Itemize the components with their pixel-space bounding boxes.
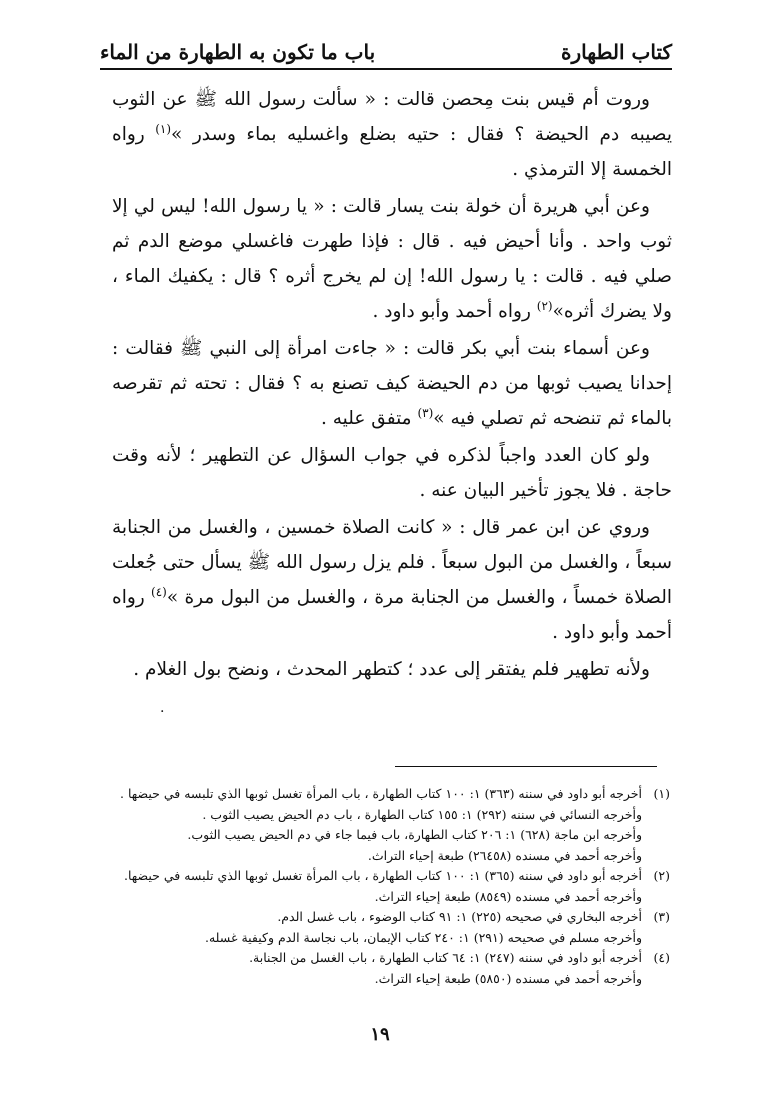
footnote-line: وأخرجه النسائي في سننه (٢٩٢) ١: ١٥٥ كتاب الطهارة ، باب دم الحيض يصيب الثوب .: [202, 806, 642, 822]
footnote-line: وأخرجه أحمد في مسنده (٨٥٤٩) طبعة إحياء التراث.: [374, 888, 642, 904]
book-title: كتاب الطهارة: [561, 40, 672, 64]
stray-mark: .: [160, 700, 165, 716]
paragraph-3: وعن أسماء بنت أبي بكر قالت : « جاءت امرأة إلى النبي ﷺ فقالت : إحدانا يصيب ثوبها من دم الحيضة كيف تصنع به ؟ فقال : تحته ثم تقرصه بالماء ثم تنضحه ثم تصلي فيه »$^{(٣)}$ متفق عليه .: [112, 338, 672, 429]
footnote-line: أخرجه أبو داود في سننه (٢٤٧) ١: ٦٤ كتاب الطهارة ، باب الغسل من الجنابة.: [249, 950, 642, 965]
footnotes: [120, 784, 670, 989]
footnote-number: (٤): [653, 950, 670, 965]
footnote-line: وأخرجه أحمد في مسنده (٥٨٥٠) طبعة إحياء التراث.: [374, 970, 642, 986]
footnote-number: (٢): [653, 868, 670, 883]
footnote-1: [120, 784, 670, 866]
footnote-number: (٣): [653, 909, 670, 924]
header-rule: [100, 68, 672, 70]
footnote-line: وأخرجه أحمد في مسنده (٢٦٤٥٨) طبعة إحياء التراث.: [367, 847, 642, 863]
footnote-line: أخرجه أبو داود في سننه (٣٦٥) ١: ١٠٠ كتاب الطهارة ، باب المرأة تغسل ثوبها الذي تلبسه في حيضها.: [124, 868, 642, 883]
page-number: ١٩: [370, 1024, 390, 1045]
footnote-ref-2[interactable]: (٢): [536, 298, 553, 313]
paragraph-6: ولأنه تطهير فلم يفتقر إلى عدد ؛ كتطهر المحدث ، ونضح بول الغلام .: [133, 659, 650, 680]
footnote-line: أخرجه أبو داود في سننه (٣٦٣) ١: ١٠٠ كتاب الطهارة ، باب المرأة تغسل ثوبها الذي تلبسه في حيضها .: [120, 786, 642, 801]
footnote-number: (١): [653, 786, 670, 801]
footnote-4: [128, 948, 670, 989]
footnote-line: وأخرجه مسلم في صحيحه (٢٩١) ١: ٢٤٠ كتاب الإيمان، باب نجاسة الدم وكيفية غسله.: [204, 929, 642, 945]
paragraph-4: ولو كان العدد واجباً لذكره في جواب السؤال عن التطهير ؛ لأنه وقت حاجة . فلا يجوز تأخير البيان عنه .: [112, 445, 672, 501]
running-header: [100, 28, 672, 64]
paragraph-1: وروت أم قيس بنت مِحصن قالت : « سألت رسول الله ﷺ عن الثوب يصيبه دم الحيضة ؟ فقال : حتيه بضلع واغسليه بماء وسدر »$^{(١)}$ رواه الخمسة إلا الترمذي .: [112, 89, 672, 180]
paragraph-5: وروي عن ابن عمر قال : « كانت الصلاة خمسين ، والغسل من الجنابة سبعاً ، والغسل من البول سبعاً . فلم يزل رسول الله ﷺ يسأل حتى جُعلت الصلاة خمساً ، والغسل من الجنابة مرة ، والغسل من البول مرة »$^{(٤)}$ رواه أحمد وأبو داود .: [112, 517, 672, 643]
chapter-title: باب ما تكون به الطهارة من الماء: [100, 40, 376, 64]
footnote-line: أخرجه البخاري في صحيحه (٢٢٥) ١: ٩١ كتاب الوضوء ، باب غسل الدم.: [277, 909, 642, 924]
footnote-line: وأخرجه ابن ماجة (٦٢٨) ١: ٢٠٦ كتاب الطهارة، باب فيما جاء في دم الحيض يصيب الثوب.: [187, 827, 642, 842]
paragraph-2: وعن أبي هريرة أن خولة بنت يسار قالت : « يا رسول الله! ليس لي إلا ثوب واحد . وأنا أحيض فيه . قال : فإذا طهرت فاغسلي موضع الدم ثم صلي فيه . قالت : يا رسول الله! إن لم يخرج أثره ؟ قال : يكفيك الماء ، ولا يضرك أثره»$^{(٢)}$ رواه أحمد وأبو داود .: [112, 196, 672, 322]
footnote-3: [128, 907, 670, 948]
footnote-2: [124, 866, 670, 907]
footnote-ref-3[interactable]: (٣): [417, 405, 434, 420]
footnote-ref-4[interactable]: (٤): [151, 584, 167, 599]
footnote-rule: [395, 766, 657, 767]
main-text: [112, 82, 672, 687]
footnote-ref-1[interactable]: (١): [155, 121, 172, 136]
